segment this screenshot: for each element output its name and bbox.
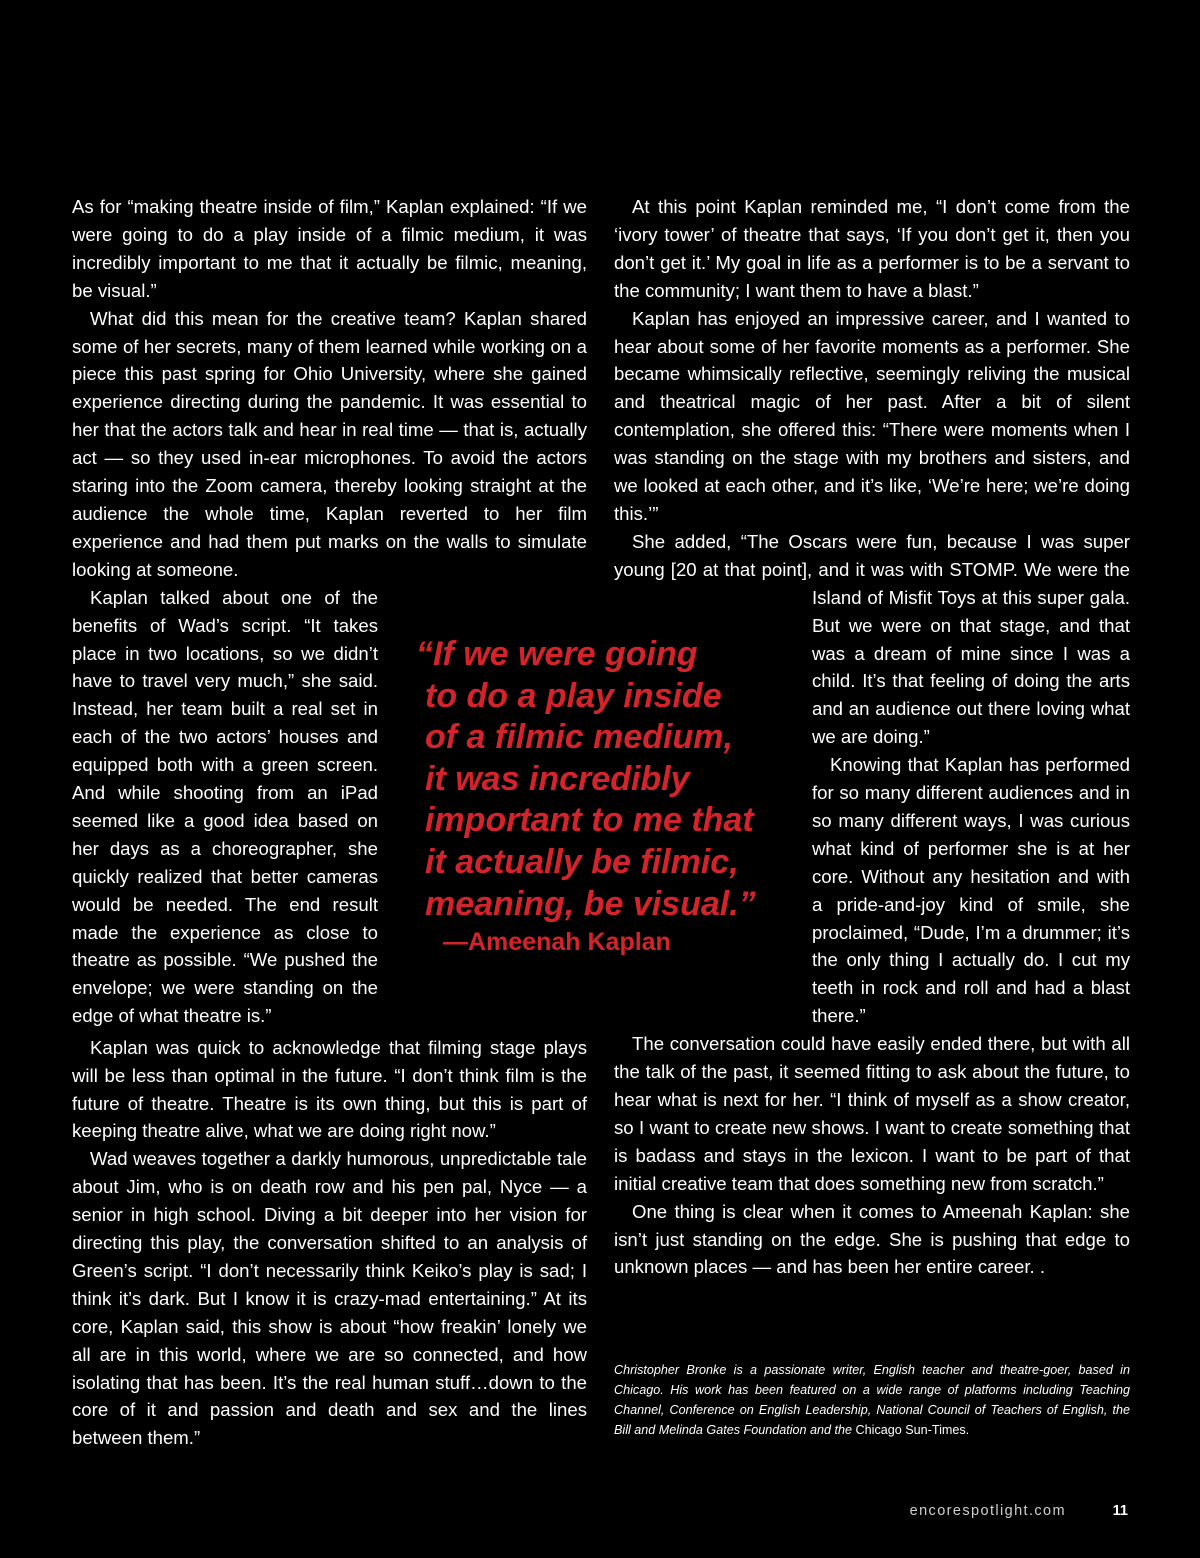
article-paragraph: Kaplan talked about one of the benefits of Wad’s script. “It takes place in two locations, so we didn’t have to travel very much,” she said. Instead, her team built a real set in each of the two actors’ houses and equipped both with a green screen. And while shooting from an iPad seemed like a good idea based on her days as a choreographer, she quickly realized that better cameras would be needed. The end result made the experience as close to theatre as possible. “We pushed the envelope; we were standing on the edge of what theatre is.” — [72, 586, 378, 1027]
article-paragraph: Kaplan was quick to acknowledge that filming stage plays will be less than optimal in the future. “I don’t think film is the future of theatre. Theatre is its own thing, but this is part of keeping theatre alive, what we are doing right now.” — [72, 1036, 587, 1142]
pull-quote-line: important to me that — [425, 801, 754, 840]
article-paragraph: The conversation could have easily ended there, but with all the talk of the past, it seemed fitting to ask about the future, to hear what is next for her. “I think of myself as a show creator, so I want to create new shows. I want to create something that is badass and stays in the lexicon. I want to be part of that initial creative team that does something new from scratch.” — [614, 1033, 1130, 1194]
page-number: 11 — [1112, 1503, 1128, 1519]
article-paragraph: Kaplan has enjoyed an impressive career, and I wanted to hear about some of her favorite moments as a performer. She became whimsically reflective, seemingly reliving the musical and theatrical magic of her past. After a bit of silent contemplation, she offered this: “There were moments when I was standing on the stage with my brothers and sisters, and we looked at each other, and it’s like, ‘We’re here; we’re doing this.’” — [614, 307, 1130, 524]
author-bio-publication: Chicago Sun-Times. — [855, 1423, 970, 1437]
article-paragraph: At this point Kaplan reminded me, “I don’t come from the ‘ivory tower’ of theatre that says, ‘If you don’t get it, then you don’t get it.’ My goal in life as a performer is to be a servant to the community; I want them to have a blast.” — [614, 196, 1130, 301]
article-paragraph: Wad weaves together a darkly humorous, unpredictable tale about Jim, who is on death row and his pen pal, Nyce — a senior in high school. Diving a bit deeper into her vision for directing this play, the conversation shifted to an analysis of Green’s script. “I don’t necessarily think Keiko’s play is sad; I think it’s dark. But I know it is crazy-mad entertaining.” At its core, Kaplan said, this show is about “how freakin’ lonely we all are in this world, where we are so connected, and how isolating that has been. It’s the real human stuff…down to the core of it and passion and death and sex and the lines between them.” — [72, 1148, 587, 1449]
author-bio — [614, 1360, 1130, 1440]
author-bio-text: Christopher Bronke is a passionate writer, English teacher and theatre-goer, based in Chicago. His work has been featured on a wide range of platforms including Teaching Channel, Conference on English Leadership, National Council of Teachers of English, the Bill and Melinda Gates Foundation and the — [614, 1363, 1130, 1437]
pull-quote-attribution: —Ameenah Kaplan — [443, 928, 671, 957]
pull-quote-line: it actually be filmic, — [425, 842, 739, 881]
article-paragraph: What did this mean for the creative team? Kaplan shared some of her secrets, many of them learned while working on a piece this past spring for Ohio University, where she gained experience directing during the pandemic. It was essential to her that the actors talk and hear in real time — that is, actually act — so they used in-ear microphones. To avoid the actors staring into the Zoom camera, thereby looking straight at the audience the whole time, Kaplan reverted to her film experience and had them put marks on the walls to simulate looking at someone. — [72, 307, 587, 580]
pull-quote-line: to do a play inside — [425, 676, 722, 715]
article-paragraph: As for “making theatre inside of film,” Kaplan explained: “If we were going to do a play inside of a filmic medium, it was incredibly important to me that it actually be filmic, meaning, be visual.” — [72, 196, 587, 301]
article-paragraph: She added, “The Oscars were fun, because I was super young [20 at that point], and it was with STOMP. We were the Island of Misfit Toys at this super gala. But we were on that stage, and that was a dream of mine since I was a child. It’s that feeling of doing the arts and an audience out there loving what we are doing.” — [614, 530, 1130, 748]
pull-quote-line: of a filmic medium, — [425, 718, 733, 757]
article-paragraph: One thing is clear when it comes to Ameenah Kaplan: she isn’t just standing on the edge. She is pushing that edge to unknown places — and has been her entire career. . — [614, 1200, 1130, 1278]
article-paragraph: Knowing that Kaplan has performed for so many different audiences and in so many different ways, I was curious what kind of performer she is at her core. Without any hesitation and with a pride-and-joy kind of smile, she proclaimed, “Dude, I’m a drummer; it’s the only thing I actually do. I cut my teeth in rock and roll and had a blast there.” — [812, 754, 1130, 1027]
pull-quote-line: “If we were going — [416, 635, 698, 673]
footer-website: encorespotlight.com — [909, 1503, 1066, 1519]
pull-quote — [406, 634, 806, 957]
pull-quote-line: it was incredibly — [425, 759, 690, 798]
pull-quote-line: meaning, be visual.” — [425, 884, 756, 923]
